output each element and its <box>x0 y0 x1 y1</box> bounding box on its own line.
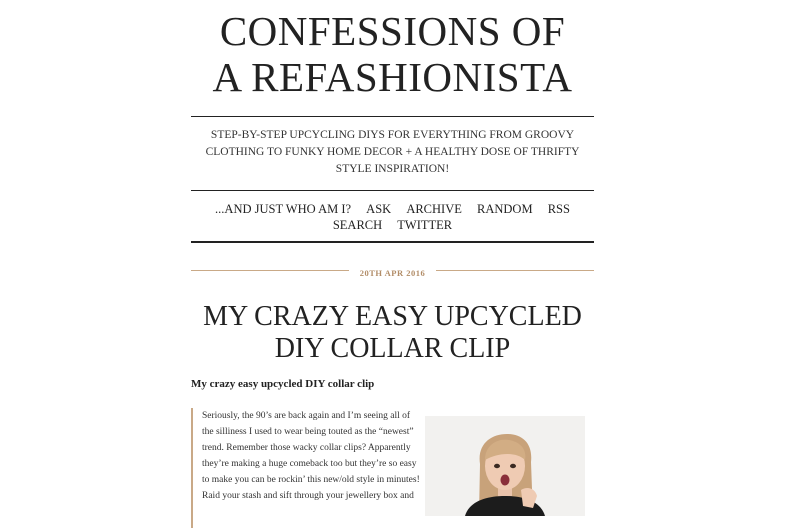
blog-title-line2[interactable]: A REFASHIONISTA <box>212 54 573 100</box>
nav-link-archive[interactable]: ARCHIVE <box>406 202 462 216</box>
post-body <box>191 408 594 528</box>
divider-top <box>191 116 594 117</box>
blog-title-line1[interactable]: CONFESSIONS OF <box>219 8 566 54</box>
post-title-line1[interactable]: MY CRAZY EASY UPCYCLED <box>203 301 582 332</box>
blog-title[interactable] <box>191 8 594 100</box>
nav-link-ask[interactable]: ASK <box>366 202 392 216</box>
nav-link-twitter[interactable]: TWITTER <box>397 218 453 232</box>
divider-nav-bottom <box>191 241 594 243</box>
post-photo[interactable] <box>425 416 585 516</box>
blog-tagline: STEP-BY-STEP UPCYCLING DIYS FOR EVERYTHING FROM GROOVY CLOTHING TO FUNKY HOME DECOR + A HEALTHY DOSE OF THRIFTY STYLE INSPIRATION! <box>205 129 580 175</box>
post-date-link[interactable]: 20TH APR 2016 <box>359 268 426 278</box>
date-line-left <box>191 270 349 271</box>
post-quote: Seriously, the 90’s are back again and I’m seeing all of the silliness I used to wear being touted as the “newest” trend. Remember those wacky collar clips? Apparently they’re making a huge comeback too but they’re so easy to make you can be rockin’ this new/old style in minutes! Raid your stash and sift through your jewellery box and <box>191 408 421 528</box>
nav-link-rss[interactable]: RSS <box>547 202 570 216</box>
blog-page <box>191 0 594 528</box>
nav-link-random[interactable]: RANDOM <box>477 202 533 216</box>
nav-link-search[interactable]: SEARCH <box>332 218 383 232</box>
main-nav <box>191 191 594 241</box>
post-title[interactable] <box>191 301 594 365</box>
post-subheading: My crazy easy upcycled DIY collar clip <box>191 378 375 390</box>
post-title-line2[interactable]: DIY COLLAR CLIP <box>274 333 511 364</box>
date-line-right <box>436 270 594 271</box>
post-date-row <box>191 263 594 277</box>
nav-link-about[interactable]: ...AND JUST WHO AM I? <box>215 202 352 216</box>
woman-photo-image <box>425 416 585 516</box>
